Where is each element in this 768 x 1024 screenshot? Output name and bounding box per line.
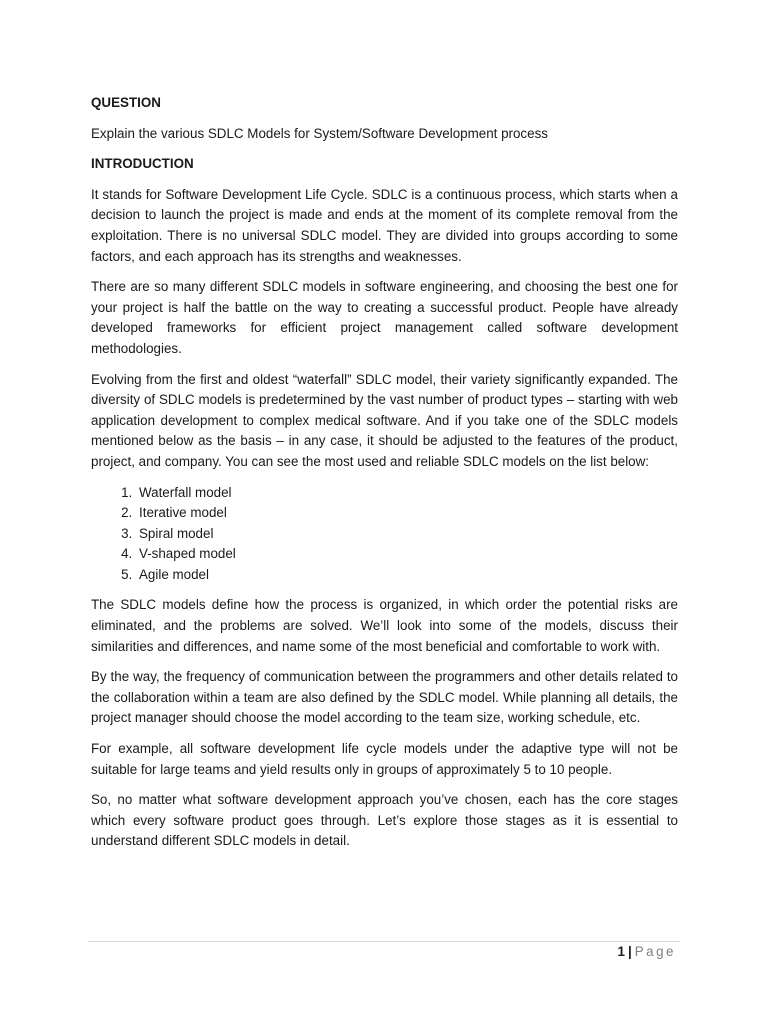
body-paragraph-4: So, no matter what software development approach you’ve chosen, each has the core stages which every software product goes through. Let’s explore those stages as it is essential to understand different SDLC models in detail.	[91, 792, 678, 849]
list-item: 1. Waterfall model	[136, 483, 678, 504]
question-text: Explain the various SDLC Models for System/Software Development process	[91, 125, 548, 141]
intro-paragraph-2: There are so many different SDLC models in software engineering, and choosing the best one for your project is half the battle on the way to creating a successful product. People have already developed frameworks for efficient project management called software development methodologies.	[91, 279, 678, 356]
list-item: 2. Iterative model	[136, 503, 678, 524]
sdlc-models-list	[91, 483, 678, 586]
page-label: Page	[634, 944, 676, 959]
body-paragraph-2: By the way, the frequency of communication between the programmers and other details related to the collaboration within a team are also defined by the SDLC model. While planning all details, the project manager should choose the model according to the team size, working schedule, etc.	[91, 669, 678, 726]
body-paragraph-1: The SDLC models define how the process is organized, in which order the potential risks are eliminated, and the problems are solved. We’ll look into some of the models, discuss their similarities and differences, and name some of the most beneficial and comfortable to work with.	[91, 597, 678, 654]
intro-paragraph-1: It stands for Software Development Life Cycle. SDLC is a continuous process, which starts when a decision to launch the project is made and ends at the moment of its complete removal from the exploitation. There is no universal SDLC model. They are divided into groups according to some factors, and each approach has its strengths and weaknesses.	[91, 186, 678, 264]
question-heading: QUESTION	[91, 95, 161, 110]
footer-divider	[88, 941, 680, 942]
introduction-heading: INTRODUCTION	[91, 156, 194, 172]
page-footer	[618, 942, 676, 962]
list-item: 5. Agile model	[136, 565, 678, 586]
list-item: 3. Spiral model	[136, 524, 678, 545]
document-body	[91, 93, 678, 862]
page-number: 1	[617, 944, 625, 959]
list-item: 4. V-shaped model	[136, 544, 678, 565]
body-paragraph-3: For example, all software development life cycle models under the adaptive type will not be suitable for large teams and yield results only in groups of approximately 5 to 10 people.	[91, 741, 678, 777]
intro-paragraph-3: Evolving from the first and oldest “waterfall” SDLC model, their variety significantly expanded. The diversity of SDLC models is predetermined by the vast number of product types – starting with web application development to complex medical software. And if you take one of the SDLC models mentioned below as the basis – in any case, it should be adjusted to the features of the product, project, and company. You can see the most used and reliable SDLC models on the list below:	[91, 371, 678, 469]
footer-separator: |	[627, 944, 632, 959]
